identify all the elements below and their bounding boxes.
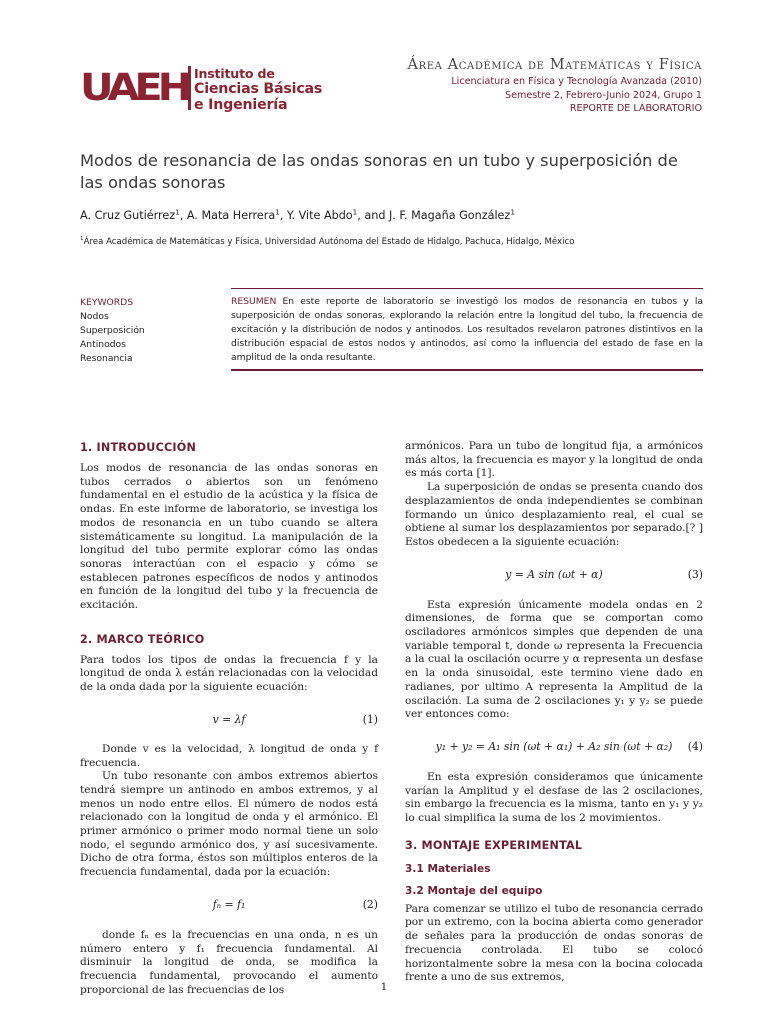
keyword-item: Antinodos <box>80 339 126 350</box>
affiliation <box>80 237 574 247</box>
logo-line: e Ingeniería <box>194 97 288 113</box>
area-title: Área Académica de Matemáticas y Física <box>407 57 702 73</box>
section-heading-setup: 3. MONTAJE EXPERIMENTAL <box>405 838 583 852</box>
author-name: Y. Vite Abdo <box>286 209 353 222</box>
affiliation-text: Área Académica de Matemáticas y Física, Universidad Autónoma del Estado de Hidalgo, Pachuca, Hidalgo, México <box>83 237 575 247</box>
paragraph: Para todos los tipos de ondas la frecuencia f y la longitud de onda λ están relacionadas con la velocidad de la onda dada por la siguiente ecuación: <box>80 653 378 694</box>
author-list <box>80 209 515 222</box>
institution-logo <box>80 64 323 113</box>
logo-line: Ciencias Básicas <box>194 81 323 97</box>
paragraph: Donde v es la velocidad, λ longitud de onda y f frecuencia. <box>80 742 378 769</box>
logo-text <box>194 66 322 113</box>
subsection-heading-setup: 3.2 Montaje del equipo <box>405 884 543 897</box>
equation-4 <box>405 740 703 756</box>
equation-body: y = A sin (ωt + α) <box>505 567 603 581</box>
abstract-heading: RESUMEN <box>231 296 277 307</box>
semester-line: Semestre 2, Febrero-Junio 2024, Grupo 1 <box>505 89 702 101</box>
equation-body: v = λf <box>212 712 246 726</box>
page-number: 1 <box>380 981 388 993</box>
author-name: A. Mata Herrera <box>186 209 276 222</box>
logo-divider <box>188 66 191 110</box>
keyword-item: Nodos <box>80 311 109 322</box>
left-column <box>80 440 378 997</box>
header-info <box>408 55 702 116</box>
author-name: J. F. Magaña González <box>388 209 511 222</box>
subsection-heading-materials: 3.1 Materiales <box>405 862 491 875</box>
author-affiliation-mark: 1 <box>510 207 515 217</box>
author-name: A. Cruz Gutiérrez <box>80 209 176 222</box>
section-heading-theory: 2. MARCO TEÓRICO <box>80 632 205 646</box>
author-affiliation-mark: 1 <box>352 207 358 217</box>
affiliation-mark: 1 <box>80 236 84 243</box>
abstract-text: En este reporte de laboratorio se investigó los modos de resonancia en tubos y la superposición de ondas sonoras, explorando la relación entre la longitud del tubo, la frecuencia de excitación y la distribución de nodos y antinodos. Los resultados revelaron patrones distintivos en la distribución espacial de estos nodos y antinodos, así como la influencia del estado de fase en la amplitud de la onda resultante. <box>231 296 704 363</box>
author-affiliation-mark: 1 <box>275 207 280 217</box>
author-affiliation-mark: 1 <box>175 207 180 217</box>
keywords-heading: KEYWORDS <box>80 297 134 308</box>
abstract-top-rule <box>231 288 703 289</box>
paragraph: donde fₙ es la frecuencias en una onda, n es un número entero y f₁ frecuencia fundamental. Al disminuir la longitud de onda, se modifica la frecuencia fundamental, provocando el aumento proporcional de las frecuencias de los <box>80 928 378 996</box>
abstract-bottom-rule <box>231 369 703 371</box>
author-separator: , <box>179 209 187 222</box>
equation-1 <box>80 713 378 729</box>
right-column <box>405 440 703 985</box>
logo-wordmark: UAEH <box>80 66 188 109</box>
paragraph: La superposición de ondas se presenta cuando dos desplazamientos de onda independientes se combinan formando un único desplazamiento real, el cual se obtiene al sumar los desplazamientos por separado.[? ] Estos obedecen a la siguiente ecuación: <box>405 481 703 548</box>
keywords-block <box>80 296 220 366</box>
equation-number: (4) <box>687 739 703 753</box>
equation-body: y₁ + y₂ = A₁ sin (ωt + α₁) + A₂ sin (ωt + α₂) <box>435 739 673 753</box>
author-separator: , <box>279 209 287 222</box>
paragraph: Un tubo resonante con ambos extremos abiertos tendrá siempre un antinodo en ambos extremos, y al menos un nodo entre ellos. El número de nodos está relacionado con la longitud de onda y el armónico. El primer armónico o primer modo normal tiene un solo nodo, el segundo armónico dos, y así sucesivamente. Dicho de otra forma, éstos son múltiplos enteros de la frecuencia fundamental, dada por la ecuación: <box>80 770 378 879</box>
equation-number: (3) <box>687 567 703 581</box>
paragraph: Los modos de resonancia de las ondas sonoras en tubos cerrados o abiertos son un fenómeno fundamental en el estudio de la acústica y la física de ondas. En este informe de laboratorio, se investiga los modos de resonancia en un tubo cuando se altera sistemáticamente su longitud. La manipulación de la longitud del tubo permite explorar cómo las ondas sonoras interactúan con el espacio y cómo se establecen patrones específicos de nodos y antinodos en función de la longitud del tubo y la frecuencia de excitación. <box>80 462 378 612</box>
paragraph: En esta expresión consideramos que únicamente varían la Amplitud y el desfase de las 2 oscilaciones, sin embargo la frecuencia es la misma, tanto en y₁ y y₂ lo cual simplifica la suma de los 2 movimientos. <box>405 770 703 825</box>
equation-number: (2) <box>362 897 378 911</box>
program-line: Licenciatura en Física y Tecnología Avanzada (2010) <box>451 76 702 87</box>
keyword-item: Resonancia <box>80 353 133 364</box>
keyword-item: Superposición <box>80 325 145 336</box>
equation-body: fₙ = f₁ <box>212 897 246 911</box>
paragraph: Esta expresión únicamente modela ondas en 2 dimensiones, de forma que se comportan como osciladores armónicos simples que dependen de una variable temporal t, donde ω representa la Frecuencia a la cual la oscilación ocurre y α representa un desfase en la onda sinusoidal, este termino viene dado en radianes, por ultimo A representa la Amplitud de la oscilación. La suma de 2 oscilaciones y₁ y y₂ se puede ver entonces como: <box>405 598 703 721</box>
report-type: REPORTE DE LABORATORIO <box>569 103 702 114</box>
paragraph: Para comenzar se utilizo el tubo de resonancia cerrado por un extremo, con la bocina abierta como generador de señales para la producción de ondas sonoras de frecuencia controlada. El tubo se colocó horizontalmente sobre la mesa con la bocina colocada frente a uno de sus extremos, <box>405 902 703 984</box>
logo-line: Instituto de <box>194 66 275 81</box>
paragraph: armónicos. Para un tubo de longitud fija, a armónicos más altos, la frecuencia es mayor y la longitud de onda es más corta [1]. <box>405 440 703 480</box>
equation-number: (1) <box>362 712 378 726</box>
equation-2 <box>80 898 378 914</box>
abstract-block <box>231 295 703 365</box>
section-heading-introduction: 1. INTRODUCCIÓN <box>80 441 197 454</box>
equation-3 <box>405 568 703 584</box>
author-separator: , and <box>357 209 389 222</box>
paper-title: Modos de resonancia de las ondas sonoras en un tubo y superposición de las ondas sonoras <box>80 151 678 192</box>
